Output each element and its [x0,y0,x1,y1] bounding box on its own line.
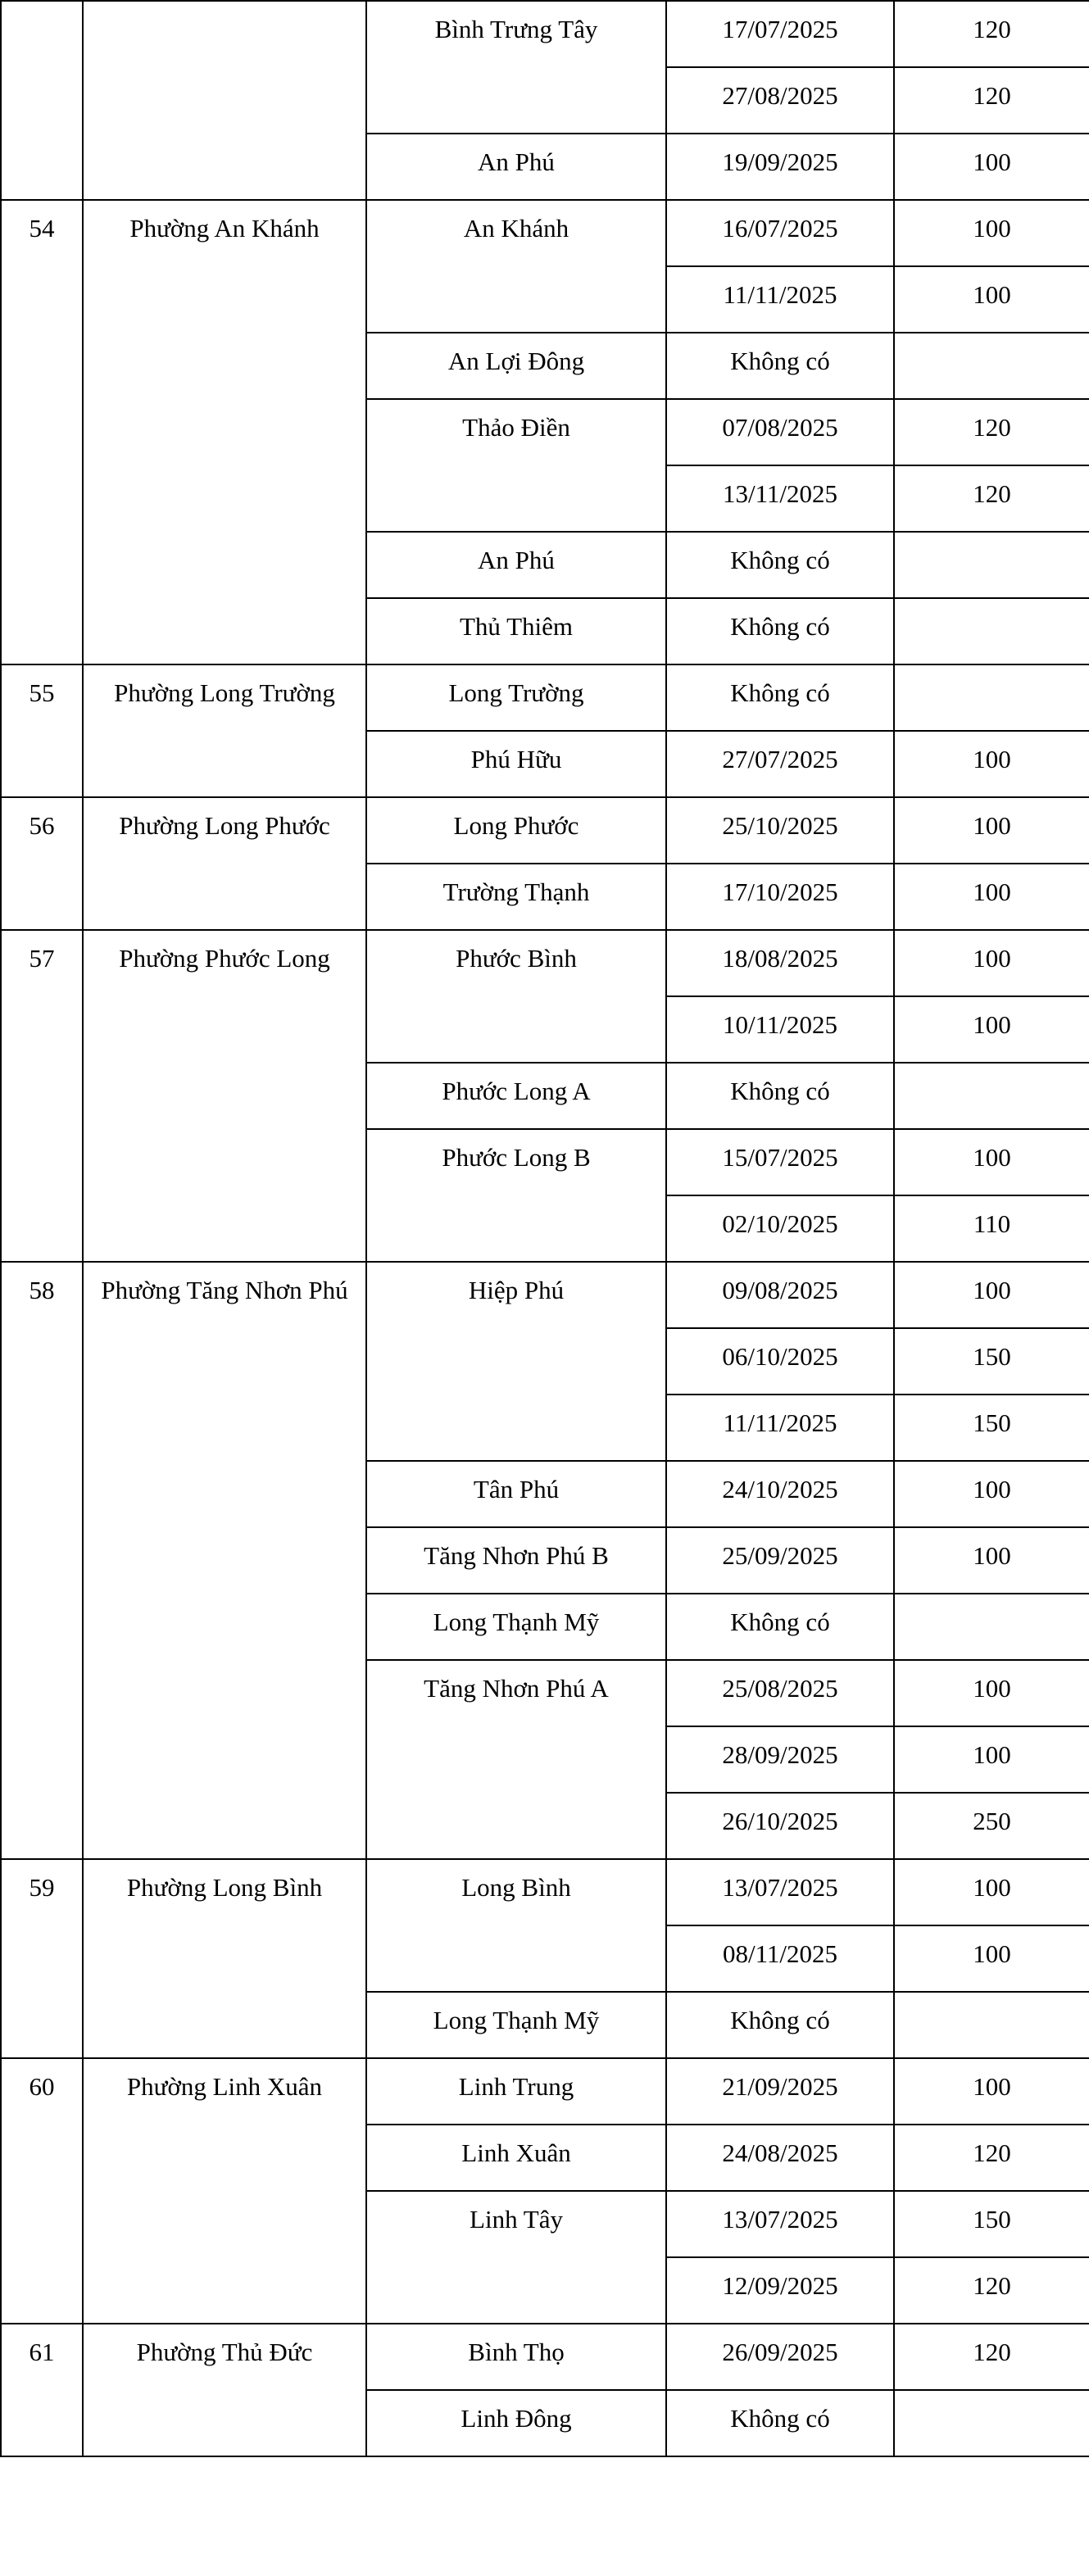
stt-cell: 57 [1,930,83,1262]
quantity-cell [894,1063,1089,1129]
date-cell: 16/07/2025 [666,200,894,266]
area-cell: Tăng Nhơn Phú A [366,1660,666,1859]
date-cell: 10/11/2025 [666,996,894,1063]
date-cell: 08/11/2025 [666,1925,894,1992]
date-cell: 25/09/2025 [666,1527,894,1594]
table-row [1,1262,1089,1328]
quantity-cell: 100 [894,1129,1089,1195]
date-cell: 13/07/2025 [666,2191,894,2257]
quantity-cell: 100 [894,930,1089,996]
date-cell: Không có [666,333,894,399]
area-cell: Tân Phú [366,1461,666,1527]
quantity-cell: 100 [894,1859,1089,1925]
quantity-cell: 100 [894,200,1089,266]
quantity-cell: 110 [894,1195,1089,1262]
area-cell: Trường Thạnh [366,864,666,930]
date-cell: 27/08/2025 [666,67,894,134]
date-cell: Không có [666,1594,894,1660]
area-cell: Phước Long A [366,1063,666,1129]
area-cell: An Lợi Đông [366,333,666,399]
quantity-cell: 120 [894,2324,1089,2390]
date-cell: 24/08/2025 [666,2125,894,2191]
area-cell: Long Thạnh Mỹ [366,1992,666,2058]
quantity-cell: 250 [894,1793,1089,1859]
quantity-cell: 150 [894,1328,1089,1395]
ward-cell: Phường Long Bình [83,1859,366,2058]
quantity-cell [894,598,1089,664]
stt-cell: 55 [1,664,83,797]
date-cell: 19/09/2025 [666,134,894,200]
date-cell: Không có [666,2390,894,2456]
date-cell: 17/10/2025 [666,864,894,930]
ward-cell: Phường Long Trường [83,664,366,797]
stt-cell: 61 [1,2324,83,2456]
date-cell: 11/11/2025 [666,266,894,333]
area-cell: Phú Hữu [366,731,666,797]
date-cell: 25/08/2025 [666,1660,894,1726]
quantity-cell: 100 [894,996,1089,1063]
quantity-cell: 120 [894,465,1089,532]
date-cell: 06/10/2025 [666,1328,894,1395]
date-cell: 17/07/2025 [666,1,894,67]
date-cell: 26/10/2025 [666,1793,894,1859]
stt-cell [1,1,83,200]
stt-cell: 56 [1,797,83,930]
date-cell: 13/07/2025 [666,1859,894,1925]
ward-cell: Phường Thủ Đức [83,2324,366,2456]
area-cell: Phước Long B [366,1129,666,1262]
area-cell: Linh Trung [366,2058,666,2125]
table-row [1,797,1089,864]
ward-cell [83,1,366,200]
date-cell: 09/08/2025 [666,1262,894,1328]
date-cell: 24/10/2025 [666,1461,894,1527]
date-cell: 13/11/2025 [666,465,894,532]
ward-cell: Phường Long Phước [83,797,366,930]
table-row [1,1859,1089,1925]
quantity-cell: 100 [894,1527,1089,1594]
date-cell: Không có [666,664,894,731]
date-cell: 25/10/2025 [666,797,894,864]
area-cell: Long Thạnh Mỹ [366,1594,666,1660]
quantity-cell: 120 [894,2125,1089,2191]
quantity-cell: 100 [894,1660,1089,1726]
quantity-cell: 100 [894,1262,1089,1328]
ward-cell: Phường Tăng Nhơn Phú [83,1262,366,1859]
table-row [1,930,1089,996]
date-cell: 07/08/2025 [666,399,894,465]
quantity-cell [894,664,1089,731]
date-cell: Không có [666,1992,894,2058]
date-cell: 21/09/2025 [666,2058,894,2125]
area-cell: Hiệp Phú [366,1262,666,1461]
area-cell: Long Bình [366,1859,666,1992]
quantity-cell: 100 [894,797,1089,864]
quantity-cell [894,333,1089,399]
quantity-cell [894,1594,1089,1660]
area-cell: An Phú [366,134,666,200]
date-cell: 02/10/2025 [666,1195,894,1262]
table-row [1,2058,1089,2125]
area-cell: Bình Trưng Tây [366,1,666,134]
date-cell: Không có [666,532,894,598]
quantity-cell: 100 [894,266,1089,333]
quantity-cell: 120 [894,2257,1089,2324]
stt-cell: 59 [1,1859,83,2058]
quantity-cell: 120 [894,67,1089,134]
area-cell: Linh Xuân [366,2125,666,2191]
quantity-cell: 120 [894,1,1089,67]
date-cell: 11/11/2025 [666,1395,894,1461]
table-row [1,200,1089,266]
area-cell: Long Phước [366,797,666,864]
area-cell: An Khánh [366,200,666,333]
date-cell: 27/07/2025 [666,731,894,797]
quantity-cell: 100 [894,1461,1089,1527]
area-cell: An Phú [366,532,666,598]
stt-cell: 58 [1,1262,83,1859]
area-cell: Thủ Thiêm [366,598,666,664]
ward-cell: Phường An Khánh [83,200,366,664]
quantity-cell: 100 [894,864,1089,930]
quantity-cell: 150 [894,1395,1089,1461]
quantity-cell [894,532,1089,598]
area-cell: Tăng Nhơn Phú B [366,1527,666,1594]
date-cell: Không có [666,598,894,664]
quantity-cell: 150 [894,2191,1089,2257]
quantity-cell [894,1992,1089,2058]
date-cell: 12/09/2025 [666,2257,894,2324]
quantity-cell: 100 [894,1925,1089,1992]
area-cell: Linh Tây [366,2191,666,2324]
date-cell: 28/09/2025 [666,1726,894,1793]
area-cell: Phước Bình [366,930,666,1063]
table-row [1,2324,1089,2390]
area-cell: Thảo Điền [366,399,666,532]
quantity-cell: 100 [894,134,1089,200]
quantity-cell: 120 [894,399,1089,465]
stt-cell: 54 [1,200,83,664]
date-cell: 26/09/2025 [666,2324,894,2390]
area-cell: Linh Đông [366,2390,666,2456]
quantity-cell [894,2390,1089,2456]
area-cell: Long Trường [366,664,666,731]
date-cell: 15/07/2025 [666,1129,894,1195]
table-row [1,1,1089,67]
area-cell: Bình Thọ [366,2324,666,2390]
date-cell: 18/08/2025 [666,930,894,996]
ward-cell: Phường Linh Xuân [83,2058,366,2324]
table-body [1,1,1089,2456]
quantity-cell: 100 [894,1726,1089,1793]
table-row [1,664,1089,731]
quantity-cell: 100 [894,731,1089,797]
stt-cell: 60 [1,2058,83,2324]
quantity-cell: 100 [894,2058,1089,2125]
ward-cell: Phường Phước Long [83,930,366,1262]
date-cell: Không có [666,1063,894,1129]
